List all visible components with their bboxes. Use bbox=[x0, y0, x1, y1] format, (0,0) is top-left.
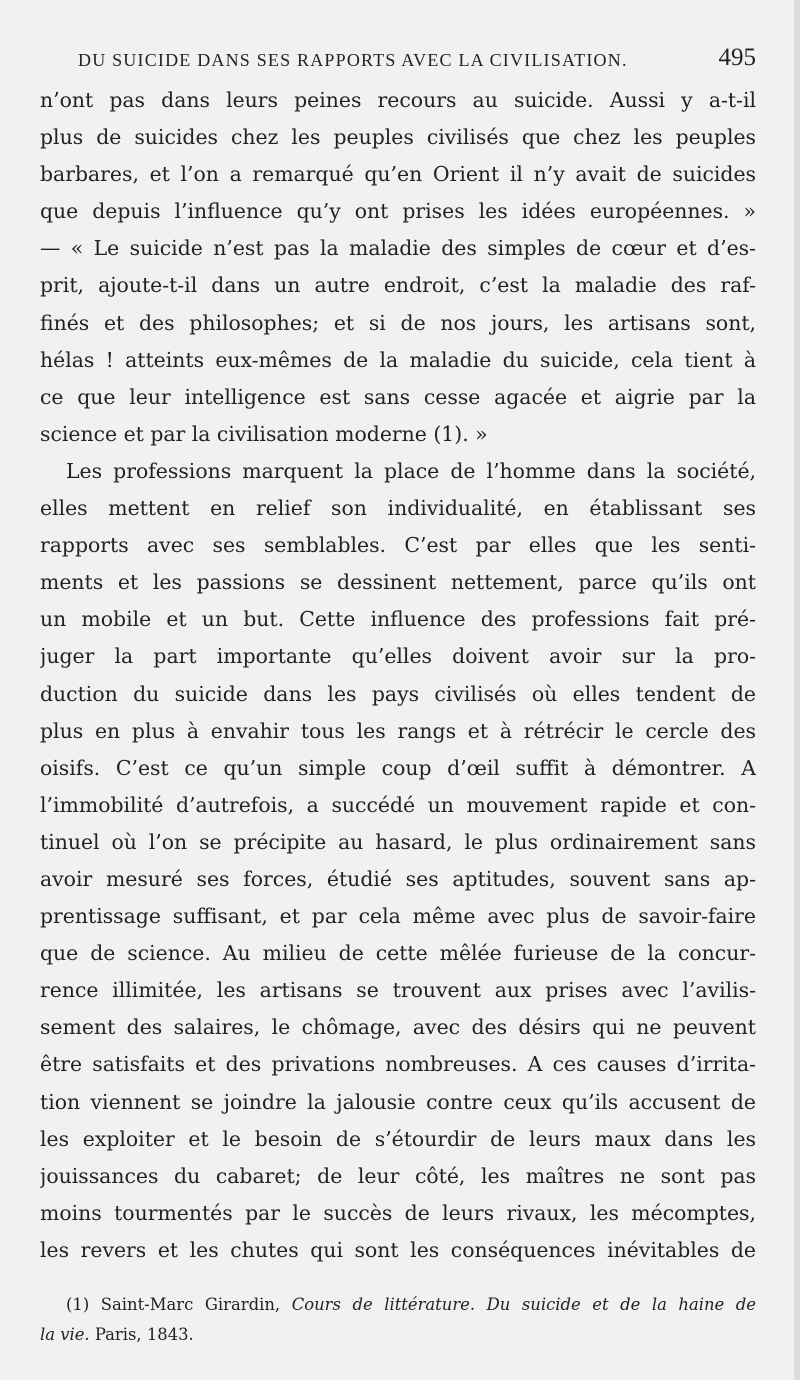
text-line: hélas ! atteints eux-mêmes de la maladie du suicide, cela tient à bbox=[40, 347, 756, 372]
running-title: DU SUICIDE DANS SES RAPPORTS AVEC LA CIVILISATION. bbox=[78, 50, 628, 70]
text-line: science et par la civilisation moderne (1). » bbox=[40, 421, 488, 446]
text-line: plus en plus à envahir tous les rangs et à rétrécir le cercle des bbox=[40, 718, 756, 743]
text-line: un mobile et un but. Cette influence des professions fait pré- bbox=[40, 607, 756, 632]
text-line: moins tourmentés par le succès de leurs rivaux, les mécomptes, bbox=[40, 1200, 756, 1225]
text-line: tinuel où l’on se précipite au hasard, le plus ordinairement sans bbox=[40, 829, 756, 854]
text-line: n’ont pas dans leurs peines recours au suicide. Aussi y a-t-il bbox=[40, 88, 756, 112]
text-line: juger la part importante qu’elles doivent avoir sur la pro- bbox=[40, 644, 756, 669]
text-line: ce que leur intelligence est sans cesse agacée et aigrie par la bbox=[40, 384, 756, 409]
text-line: que depuis l’influence qu’y ont prises les idées européennes. » bbox=[40, 199, 756, 224]
footnote-place-date: Paris, 1843. bbox=[94, 1325, 194, 1344]
footnote-work-title: Cours de littérature. Du suicide et de la haine de bbox=[291, 1295, 756, 1314]
text-line: être satisfaits et des privations nombreuses. A ces causes d’irrita- bbox=[40, 1052, 756, 1077]
text-line: barbares, et l’on a remarqué qu’en Orient il n’y avait de suicides bbox=[40, 162, 756, 187]
text-line: ments et les passions se dessinent nettement, parce qu’ils ont bbox=[40, 570, 756, 595]
text-line: rence illimitée, les artisans se trouvent aux prises avec l’avilis- bbox=[40, 978, 756, 1003]
text-line: les revers et les chutes qui sont les conséquences inévitables de bbox=[40, 1237, 756, 1262]
footnote-author: Saint-Marc Girardin, bbox=[100, 1295, 281, 1314]
page-number: 495 bbox=[718, 44, 756, 71]
text-line: l’immobilité d’autrefois, a succédé un mouvement rapide et con- bbox=[40, 792, 756, 817]
text-line: — « Le suicide n’est pas la maladie des simples de cœur et d’es- bbox=[40, 236, 756, 261]
footnote-line bbox=[40, 1290, 756, 1320]
text-line: oisifs. C’est ce qu’un simple coup d’œil suffit à démontrer. A bbox=[40, 755, 756, 780]
paragraph-start-line: Les professions marquent la place de l’homme dans la société, bbox=[66, 458, 756, 483]
text-line: les exploiter et le besoin de s’étourdir de leurs maux dans les bbox=[40, 1126, 756, 1151]
text-line: finés et des philosophes; et si de nos jours, les artisans sont, bbox=[40, 310, 756, 335]
text-line: duction du suicide dans les pays civilisés où elles tendent de bbox=[40, 681, 756, 706]
text-line: tion viennent se joindre la jalousie contre ceux qu’ils accusent de bbox=[40, 1089, 756, 1114]
text-line: avoir mesuré ses forces, étudié ses aptitudes, souvent sans ap- bbox=[40, 866, 756, 891]
footnote-work-title-cont: la vie. bbox=[40, 1325, 90, 1344]
text-line: que de science. Au milieu de cette mêlée furieuse de la concur- bbox=[40, 941, 756, 966]
body-text bbox=[40, 82, 756, 1269]
text-line: prentissage suffisant, et par cela même avec plus de savoir-faire bbox=[40, 904, 756, 929]
footnote bbox=[40, 1290, 756, 1350]
text-line: rapports avec ses semblables. C’est par elles que les senti- bbox=[40, 533, 756, 558]
text-line: plus de suicides chez les peuples civilisés que chez les peuples bbox=[40, 125, 756, 150]
footnote-marker: (1) bbox=[66, 1295, 90, 1314]
text-line: elles mettent en relief son individualité, en établissant ses bbox=[40, 496, 756, 521]
footnote-line bbox=[40, 1320, 756, 1350]
text-line: prit, ajoute-t-il dans un autre endroit, c’est la maladie des raf- bbox=[40, 273, 756, 298]
text-line: sement des salaires, le chômage, avec des désirs qui ne peuvent bbox=[40, 1015, 756, 1040]
running-head bbox=[78, 44, 756, 74]
text-line: jouissances du cabaret; de leur côté, les maîtres ne sont pas bbox=[40, 1163, 756, 1188]
